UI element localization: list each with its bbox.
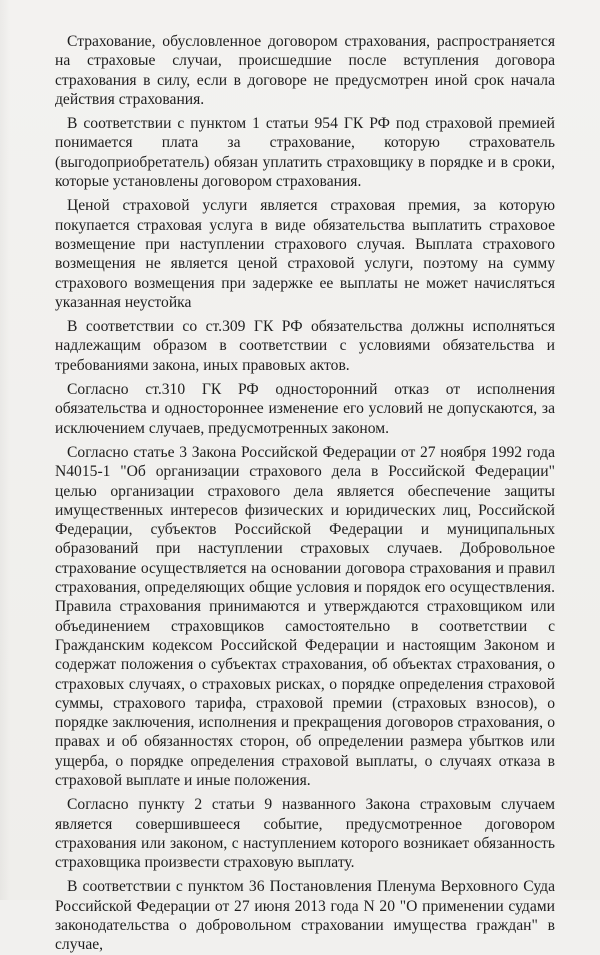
paragraph-insurance-premium: В соответствии с пунктом 1 статьи 954 ГК РФ под страховой премией понимается плата за страхование, которую страхователь (выгодоприобретатель) обязан уплатить страховщику в порядке и в сроки, которые установлены договором страхования. <box>55 115 555 191</box>
paragraph-article-310: Согласно ст.310 ГК РФ односторонний отказ от исполнения обязательства и одностороннее изменение его условий не допускаются, за исключением случаев, предусмотренных законом. <box>55 381 555 437</box>
paragraph-service-price: Ценой страховой услуги является страховая премия, за которую покупается страховая услуга в виде обязательства выплатить страховое возмещение при наступлении страхового случая. Выплата страхового возмещения не является ценой страховой услуги, поэтому на сумму страхового возмещения при задержке ее выплаты не может начисляться указанная неустойка <box>55 197 555 311</box>
paragraph-plenum-resolution: В соответствии с пунктом 36 Постановления Пленума Верховного Суда Российской Федерации от 27 июня 2013 года N 20 "О применении судами законодательства о добровольном страховании имущества граждан" в случае, <box>55 878 555 954</box>
paragraph-insurance-start: Страхование, обусловленное договором страхования, распространяется на страховые случаи, происшедшие после вступления договора страхования в силу, если в договоре не предусмотрен иной срок начала действия страхования. <box>55 33 555 108</box>
paragraph-insured-event: Согласно пункту 2 статьи 9 названного Закона страховым случаем является совершившееся событие, предусмотренное договором страхования или законом, с наступлением которого возникает обязанность страховщика произвести страховую выплату. <box>55 796 555 872</box>
paragraph-law-4015-1: Согласно статье 3 Закона Российской Федерации от 27 ноября 1992 года N4015-1 "Об организации страхового дела в Российской Федерации" целью организации страхового дела является обеспечение защиты имущественных интересов физических и юридических лиц, Российской Федерации, субъектов Российской Федерации и муниципальных образований при наступлении страховых случаев. Добровольное страхование осуществляется на основании договора страхования и правил страхования, определяющих общие условия и порядок его осуществления. Правила страхования принимаются и утверждаются страховщиком или объединением страховщиков самостоятельно в соответствии с Гражданским кодексом Российской Федерации и настоящим Законом и содержат положения о субъектах страхования, об объектах страхования, о страховых случаях, о страховых рисках, о порядке определения страховой суммы, страхового тарифа, страховой премии (страховых взносов), о порядке заключения, исполнения и прекращения договоров страхования, о правах и об обязанностях сторон, об определении размера убытков или ущерба, о порядке определения страховой выплаты, о случаях отказа в страховой выплате и иные положения. <box>55 443 555 789</box>
paragraph-article-309: В соответствии со ст.309 ГК РФ обязательства должны исполняться надлежащим образом в соответствии с условиями обязательства и требованиями закона, иных правовых актов. <box>55 318 555 374</box>
document-body <box>55 32 555 955</box>
